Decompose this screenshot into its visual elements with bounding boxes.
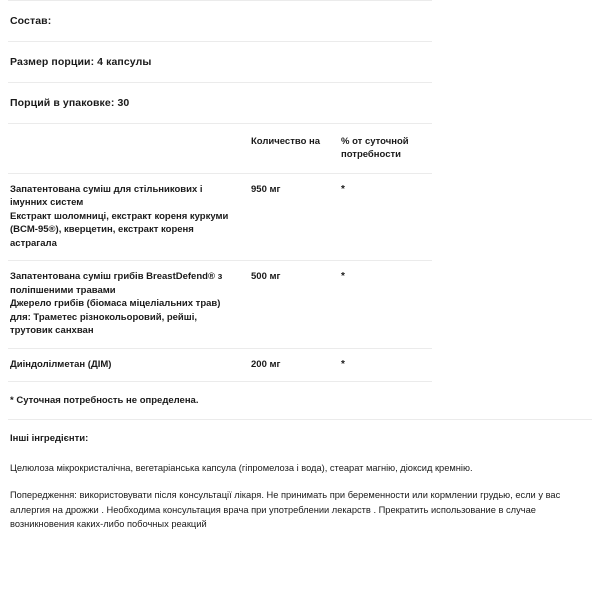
- warning-section: [8, 474, 592, 531]
- ingredient-group-detail: Джерело грибів (біомаса міцеліальних трав) для: Траметес різнокольоровий, рейші, трутовик санхван: [10, 298, 221, 337]
- ingredient-daily-value-cell: [332, 261, 432, 348]
- other-ingredients-section: [8, 420, 592, 474]
- daily-value-asterisk: *: [341, 271, 345, 283]
- other-ingredients-title: Інші інгредієнти:: [10, 433, 89, 445]
- column-header-name: [8, 124, 244, 173]
- table-row: [8, 261, 432, 348]
- ingredient-amount-cell: 200 мг: [244, 348, 332, 381]
- ingredient-group-title: Диіндолілметан (ДІМ): [10, 358, 112, 370]
- ingredient-name-cell: [8, 348, 244, 381]
- ingredient-name-cell: [8, 261, 244, 348]
- ingredient-name-cell: [8, 173, 244, 260]
- serving-size-label: Размер порции: 4 капсулы: [10, 56, 152, 69]
- ingredient-daily-value-cell: [332, 173, 432, 260]
- column-header-amount: Количество на: [251, 136, 321, 148]
- daily-value-footnote: * Суточная потребность не определена.: [8, 381, 432, 419]
- ingredient-daily-value-cell: [332, 348, 432, 381]
- table-header-row: [8, 124, 432, 173]
- supplement-facts-table: [8, 124, 432, 381]
- supplement-facts-heading: Состав:: [10, 15, 52, 27]
- daily-value-asterisk: *: [341, 183, 345, 195]
- table-row: [8, 173, 432, 260]
- daily-value-asterisk: *: [341, 358, 345, 370]
- ingredient-group-detail: Екстракт шоломниці, екстракт кореня куркуми (BCM-95®), кверцетин, екстракт кореня астрагала: [10, 210, 229, 249]
- warning-body: Попередження: використовувати після консультації лікаря. Не принимать при беременности или кормлении грудью, если у вас аллергия на дрожжи . Необходима консультация врача при употреблении лекарств . Прекратить использование в случае возникновения каких-либо побочных реакций: [10, 490, 561, 530]
- column-header-daily-value: % от суточной потребности: [341, 136, 409, 160]
- other-ingredients-body: Целюлоза мікрокристалічна, вегетаріанська капсула (гіпромелоза і вода), стеарат магнію, діоксид кремнію.: [10, 462, 473, 473]
- table-row: [8, 348, 432, 381]
- ingredient-amount-cell: 950 мг: [244, 173, 332, 260]
- ingredient-amount-cell: 500 мг: [244, 261, 332, 348]
- servings-per-container-label: Порций в упаковке: 30: [10, 97, 130, 110]
- ingredient-group-title: Запатентована суміш для стільникових і імунних систем: [10, 183, 203, 209]
- ingredient-group-title: Запатентована суміш грибів BreastDefend® з поліпшеними травами: [10, 271, 223, 296]
